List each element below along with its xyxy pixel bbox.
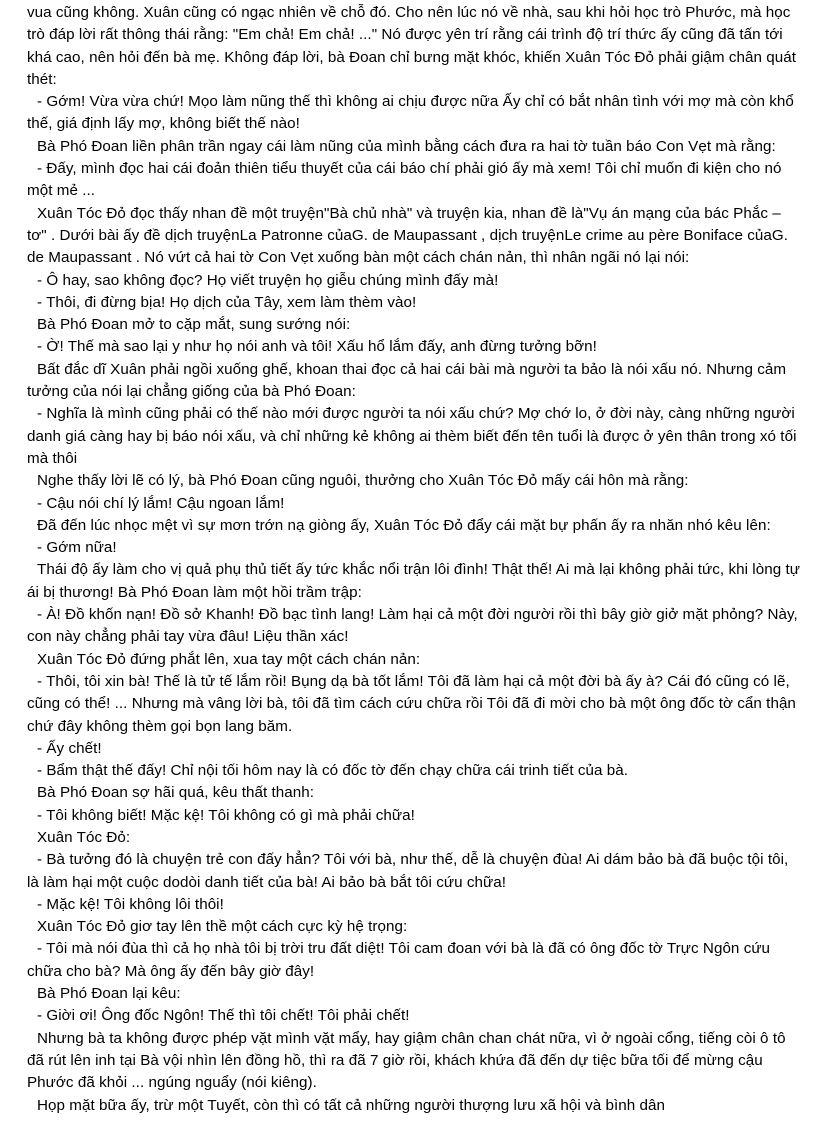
paragraph: Bà Phó Đoan sợ hãi quá, kêu thất thanh:: [37, 784, 315, 802]
paragraph: - Tôi mà nói đùa thì cả họ nhà tôi bị trời tru đất diệt! Tôi cam đoan với bà là đã có ông đốc tờ Trực Ngôn cứu chữa cho bà? Mà ông ấy đến bây giờ đây!: [27, 940, 771, 980]
paragraph: Thái độ ấy làm cho vị quả phụ thủ tiết ấy tức khắc nổi trận lôi đình! Thật thế! Ai mà lại không phải tức, khi lòng tự ái bị thương! Bà Phó Đoan làm một hồi trầm trập:: [27, 561, 800, 601]
paragraph: Bà Phó Đoan lại kêu:: [37, 985, 181, 1003]
paragraph: Xuân Tóc Đỏ giơ tay lên thề một cách cực kỳ hệ trọng:: [37, 918, 408, 936]
paragraph: - Thôi, đi đừng bịa! Họ dịch của Tây, xem làm thèm vào!: [37, 293, 417, 311]
paragraph: Bà Phó Đoan liền phân trần ngay cái làm nũng của mình bằng cách đưa ra hai tờ tuần báo Con Vẹt mà rằng:: [37, 137, 776, 155]
paragraph: - Ờ! Thế mà sao lại y như họ nói anh và tôi! Xấu hổ lắm đấy, anh đừng tưởng bỡn!: [37, 338, 597, 356]
paragraph: - Mặc kệ! Tôi không lôi thôi!: [37, 895, 224, 913]
paragraph: Xuân Tóc Đỏ đọc thấy nhan đề một truyện"Bà chủ nhà" và truyện kia, nhan đề là"Vụ án mạng của bác Phắc – tơ" . Dưới bài ấy đề dịch truyệnLa Patronne củaG. de Maupassant , dịch truyệnLe crime au père Boniface củaG. de Maupassant . Nó vứt cả hai tờ Con Vẹt xuống bàn một cách chán nản, thì nhân ngãi nó lại nói:: [27, 204, 789, 267]
paragraph: - Cậu nói chí lý lắm! Cậu ngoan lắm!: [37, 494, 285, 512]
paragraph: - Ô hay, sao không đọc? Họ viết truyện họ giễu chúng mình đấy mà!: [37, 271, 499, 289]
paragraph: - Nghĩa là mình cũng phải có thế nào mới được người ta nói xấu chứ? Mợ chớ lo, ở đời này, càng những người danh giá càng hay bị báo nói xấu, và chỉ những kẻ không ai thèm biết đến tên tuổi là được ở yên thân trong xó tối mà thôi: [27, 405, 797, 467]
paragraph: Nhưng bà ta không được phép vặt mình vặt mẩy, hay giậm chân chan chát nữa, vì ở ngoài cổng, tiếng còi ô tô đã rút lên inh tại Bà vội nhìn lên đồng hồ, thì ra đã 7 giờ rồi, khách khứa đã đến dự tiệc bữa tối để mừng cậu Phước đã khỏi ... ngúng nguẩy (nói kiêng).: [27, 1029, 786, 1092]
paragraph: Xuân Tóc Đỏ đứng phắt lên, xua tay một cách chán nản:: [37, 650, 421, 668]
paragraph: Họp mặt bữa ấy, trừ một Tuyết, còn thì có tất cả những người thượng lưu xã hội và bình dân: [37, 1096, 665, 1114]
paragraph: - Bẩm thật thế đấy! Chỉ nội tối hôm nay là có đốc tờ đến chạy chữa cái trinh tiết của bà.: [37, 762, 629, 780]
paragraph: Đã đến lúc nhọc mệt vì sự mơn trớn nạ giòng ấy, Xuân Tóc Đỏ đẩy cái mặt bự phấn ấy ra nhăn nhó kêu lên:: [37, 516, 771, 534]
paragraph: - Đấy, mình đọc hai cái đoản thiên tiểu thuyết của cái báo chí phải gió ấy mà xem! Tôi chỉ muốn đi kiện cho nó một mẻ ...: [27, 160, 782, 200]
document-page: [27, 2, 802, 1117]
paragraph: - Gớm nữa!: [37, 539, 117, 557]
paragraph: vua cũng không. Xuân cũng có ngạc nhiên về chỗ đó. Cho nên lúc nó về nhà, sau khi hỏi học trò Phước, mà học trò đáp lời rất thông thái rằng: "Em chả! Em chả! ..." Nó được yên trí rằng cái trình độ trí thức ấy cũng đã tấn tới khá cao, nên hỏi đến bà mẹ. Không đáp lời, bà Đoan chỉ bưng mặt khóc, khiến Xuân Tóc Đỏ phải giậm chân quát thét:: [27, 4, 797, 88]
paragraph: Nghe thấy lời lẽ có lý, bà Phó Đoan cũng nguôi, thưởng cho Xuân Tóc Đỏ mấy cái hôn mà rằng:: [37, 472, 689, 490]
paragraph: Xuân Tóc Đỏ:: [37, 828, 131, 846]
paragraph: - Thôi, tôi xin bà! Thế là tử tế lắm rồi! Bụng dạ bà tốt lắm! Tôi đã làm hại cả một đời bà ấy à? Cái đó cũng có lẽ, cũng có thể! ... Nhưng mà vâng lời bà, tôi đã tìm cách cứu chữa rồi Tôi đã đi mời cho bà một ông đốc tờ cẩn thận chứ đây không thèm gọi bọn lang băm.: [27, 672, 796, 735]
paragraph: - Ấy chết!: [37, 739, 102, 757]
paragraph: Bất đắc dĩ Xuân phải ngồi xuống ghế, khoan thai đọc cả hai cái bài mà người ta bảo là nói xấu nó. Nhưng cảm tưởng của nói lại chẳng giống của bà Phó Đoan:: [27, 360, 787, 401]
paragraph: - Gớm! Vừa vừa chứ! Mọo làm nũng thế thì không ai chịu được nữa Ấy chỉ có bắt nhân tình với mợ mà còn khổ thế, giá định lấy mợ, không biết thế nào!: [27, 93, 794, 133]
paragraph: - Giời ơi! Ông đốc Ngôn! Thế thì tôi chết! Tôi phải chết!: [37, 1007, 410, 1025]
paragraph: Bà Phó Đoan mở to cặp mắt, sung sướng nói:: [37, 316, 351, 334]
paragraph: - Bà tưởng đó là chuyện trẻ con đấy hẳn? Tôi với bà, như thế, dễ là chuyện đùa! Ai dám bảo bà đã buộc tội tôi, là làm hại một cuộc dodòi danh tiết của bà! Ai bảo bà bắt tôi cứu chữa!: [27, 851, 789, 891]
paragraph: - À! Đồ khốn nạn! Đồ sở Khanh! Đồ bạc tình lang! Làm hại cả một đời người rồi thì bây giờ giở mặt phỏng? Này, con này chẳng phải tay vừa đâu! Liệu thần xác!: [27, 606, 798, 646]
paragraph: - Tôi không biết! Mặc kệ! Tôi không có gì mà phải chữa!: [37, 806, 415, 824]
